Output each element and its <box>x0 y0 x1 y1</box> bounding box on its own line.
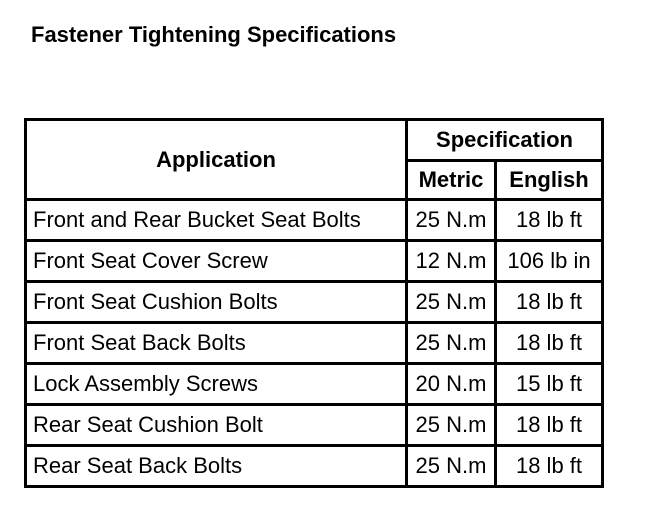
english-cell: 18 lb ft <box>497 201 601 242</box>
application-cell: Lock Assembly Screws <box>27 365 408 406</box>
table-row <box>27 365 601 406</box>
english-cell: 106 lb in <box>497 242 601 283</box>
metric-cell: 25 N.m <box>408 324 497 365</box>
english-cell: 15 lb ft <box>497 365 601 406</box>
table-row <box>27 242 601 283</box>
application-column-header: Application <box>27 121 408 201</box>
metric-cell: 25 N.m <box>408 201 497 242</box>
table-row <box>27 283 601 324</box>
english-column-header: English <box>497 162 601 201</box>
application-cell: Front Seat Cushion Bolts <box>27 283 408 324</box>
table-row <box>27 406 601 447</box>
application-cell: Front Seat Back Bolts <box>27 324 408 365</box>
metric-cell: 20 N.m <box>408 365 497 406</box>
application-cell: Rear Seat Back Bolts <box>27 447 408 485</box>
application-cell: Front Seat Cover Screw <box>27 242 408 283</box>
english-cell: 18 lb ft <box>497 406 601 447</box>
metric-cell: 25 N.m <box>408 406 497 447</box>
english-cell: 18 lb ft <box>515 453 583 478</box>
english-cell: 18 lb ft <box>497 283 601 324</box>
metric-cell: 25 N.m <box>408 447 497 485</box>
english-cell: 18 lb ft <box>497 324 601 365</box>
fastener-spec-table <box>24 118 604 488</box>
specification-column-header: Specification <box>408 121 601 162</box>
table-row <box>27 447 601 485</box>
metric-cell: 12 N.m <box>408 242 497 283</box>
metric-column-header: Metric <box>408 162 497 201</box>
table-row <box>27 324 601 365</box>
metric-cell: 25 N.m <box>408 283 497 324</box>
application-cell: Front and Rear Bucket Seat Bolts <box>27 201 408 242</box>
application-cell: Rear Seat Cushion Bolt <box>27 406 408 447</box>
table-row <box>27 201 601 242</box>
page-title: Fastener Tightening Specifications <box>31 22 397 47</box>
